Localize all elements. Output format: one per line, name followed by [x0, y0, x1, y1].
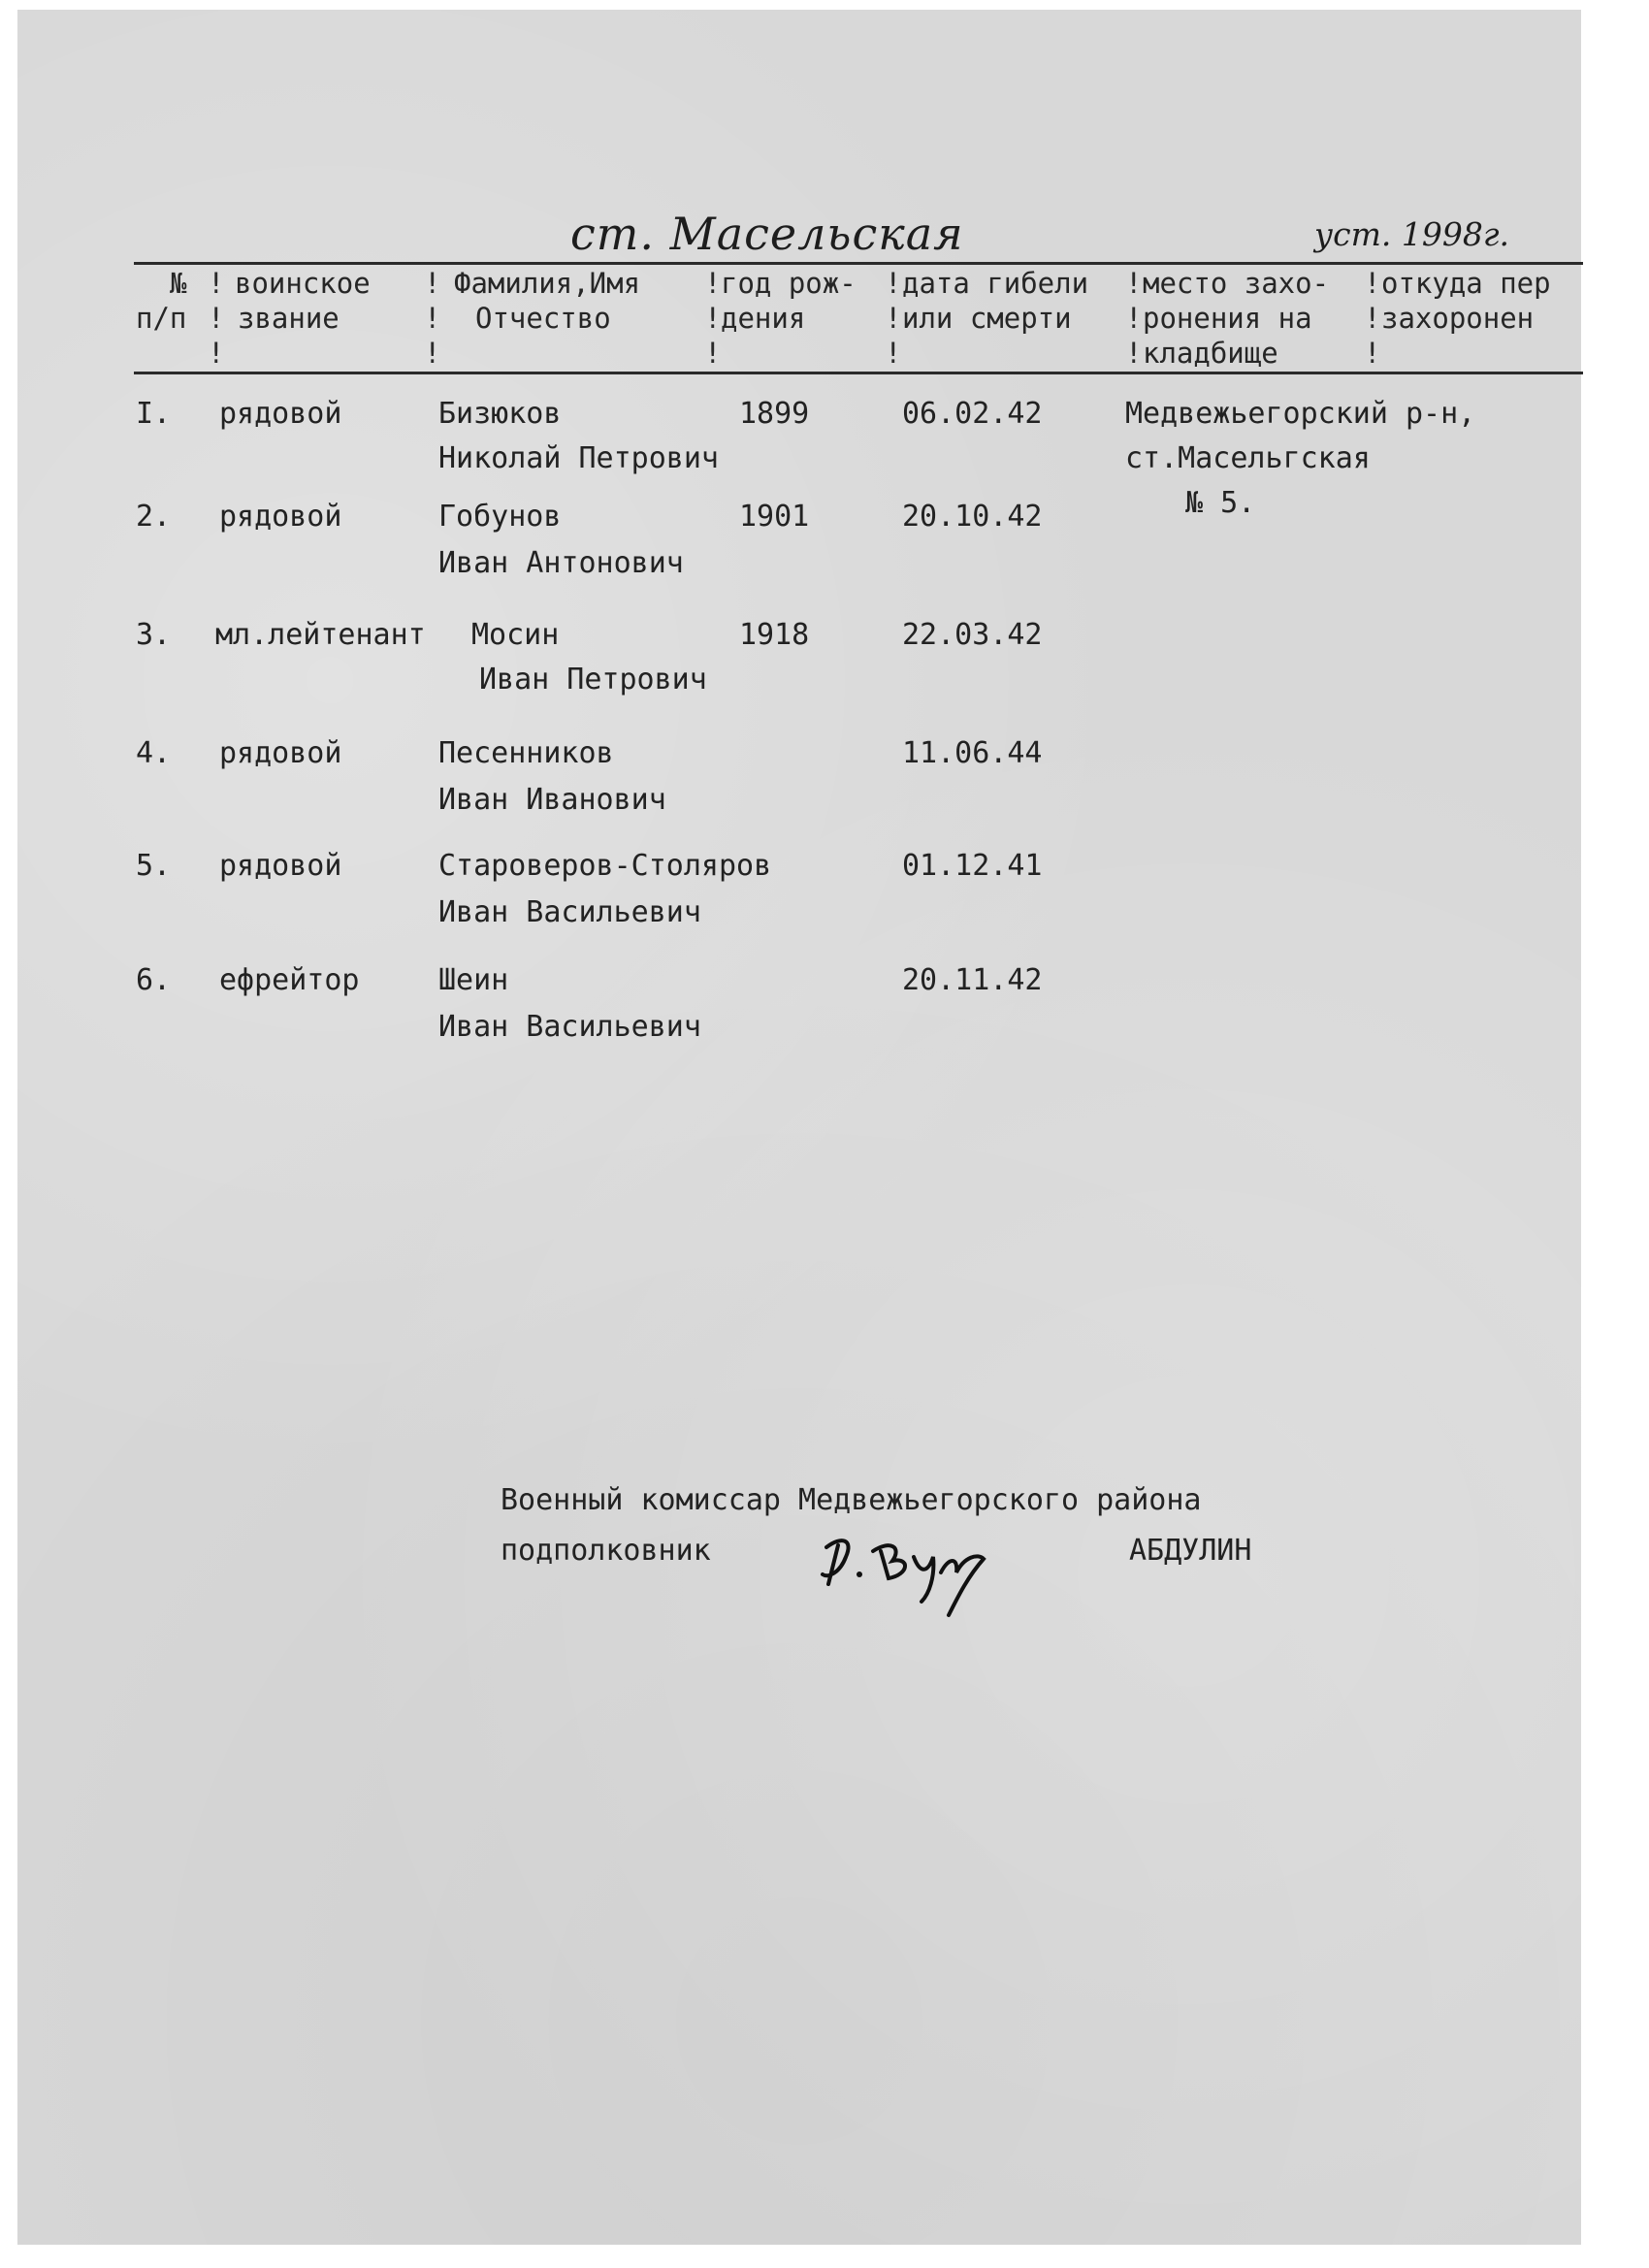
- row-number: 3.: [136, 618, 172, 652]
- col-birth-label-2: дения: [721, 302, 806, 335]
- row-birth-year: 1918: [739, 618, 810, 652]
- separator-mark: !: [424, 302, 441, 335]
- row-given-names: Николай Петрович: [438, 441, 719, 475]
- document-sheet: [17, 10, 1581, 2245]
- signatory-name: АБДУЛИН: [1129, 1534, 1252, 1568]
- separator-mark: !: [1364, 337, 1381, 370]
- col-burial-label-2: ронения на: [1143, 302, 1312, 335]
- row-surname: Шеин: [438, 963, 509, 997]
- row-number: 4.: [136, 736, 172, 770]
- separator-mark: !: [704, 337, 722, 370]
- row-death-date: 22.03.42: [902, 618, 1043, 652]
- row-death-date: 20.10.42: [902, 500, 1043, 534]
- separator-mark: !: [1125, 337, 1143, 370]
- row-given-names: Иван Петрович: [479, 663, 707, 697]
- separator-mark: !: [208, 302, 225, 335]
- col-burial-label-3: кладбище: [1143, 337, 1278, 370]
- col-rank-label-1: воинское: [235, 267, 371, 300]
- handwritten-signature: [813, 1518, 1036, 1625]
- separator-mark: !: [424, 337, 441, 370]
- row-number: I.: [136, 397, 172, 431]
- col-origin-label-2: захоронен: [1381, 302, 1535, 335]
- separator-mark: !: [208, 337, 225, 370]
- separator-mark: !: [885, 302, 902, 335]
- burial-place-line-3: № 5.: [1185, 486, 1256, 520]
- separator-mark: !: [1125, 267, 1143, 300]
- row-death-date: 20.11.42: [902, 963, 1043, 997]
- row-surname: Староверов-Столяров: [438, 849, 772, 883]
- col-num-label-1: №: [170, 267, 187, 300]
- row-rank: рядовой: [219, 849, 342, 883]
- row-death-date: 06.02.42: [902, 397, 1043, 431]
- row-rank: рядовой: [219, 397, 342, 431]
- col-name-label-2: Отчество: [475, 302, 611, 335]
- col-rank-label-2: звание: [238, 302, 340, 335]
- row-number: 2.: [136, 500, 172, 534]
- separator-mark: !: [1125, 302, 1143, 335]
- row-number: 6.: [136, 963, 172, 997]
- row-surname: Песенников: [438, 736, 614, 770]
- row-given-names: Иван Антонович: [438, 546, 684, 580]
- row-rank: рядовой: [219, 736, 342, 770]
- row-death-date: 01.12.41: [902, 849, 1043, 883]
- col-death-label-1: дата гибели: [902, 267, 1089, 300]
- separator-mark: !: [885, 267, 902, 300]
- separator-mark: !: [704, 302, 722, 335]
- row-rank: ефрейтор: [219, 963, 360, 997]
- header-bottom-rule: [134, 372, 1583, 374]
- separator-mark: !: [208, 267, 225, 300]
- row-rank: мл.лейтенант: [215, 618, 426, 652]
- row-rank: рядовой: [219, 500, 342, 534]
- separator-mark: !: [1364, 267, 1381, 300]
- col-burial-label-1: место захо-: [1143, 267, 1330, 300]
- separator-mark: !: [704, 267, 722, 300]
- col-num-label-2: п/п: [136, 302, 187, 335]
- burial-place-line-1: Медвежьегорский р-н,: [1125, 397, 1476, 431]
- col-birth-label-1: год рож-: [721, 267, 857, 300]
- burial-place-line-2: ст.Масельгская: [1125, 441, 1371, 475]
- header-top-rule: [134, 262, 1583, 265]
- row-death-date: 11.06.44: [902, 736, 1043, 770]
- station-handwritten-title: ст. Масельская: [570, 208, 964, 260]
- separator-mark: !: [1364, 302, 1381, 335]
- col-origin-label-1: откуда пер: [1381, 267, 1551, 300]
- row-surname: Бизюков: [438, 397, 562, 431]
- row-given-names: Иван Иванович: [438, 783, 666, 817]
- signatory-rank: подполковник: [501, 1534, 711, 1568]
- col-name-label-1: Фамилия,Имя: [454, 267, 641, 300]
- row-birth-year: 1901: [739, 500, 810, 534]
- row-surname: Гобунов: [438, 500, 562, 534]
- separator-mark: !: [885, 337, 902, 370]
- separator-mark: !: [424, 267, 441, 300]
- row-given-names: Иван Васильевич: [438, 1010, 701, 1044]
- scan-margin: [1581, 0, 1649, 2268]
- row-number: 5.: [136, 849, 172, 883]
- row-surname: Мосин: [471, 618, 560, 652]
- col-death-label-2: или смерти: [902, 302, 1072, 335]
- commissar-title: Военный комиссар Медвежьегорского района: [501, 1483, 1202, 1517]
- row-given-names: Иван Васильевич: [438, 895, 701, 929]
- year-handwritten-note: уст. 1998г.: [1314, 215, 1510, 253]
- row-birth-year: 1899: [739, 397, 810, 431]
